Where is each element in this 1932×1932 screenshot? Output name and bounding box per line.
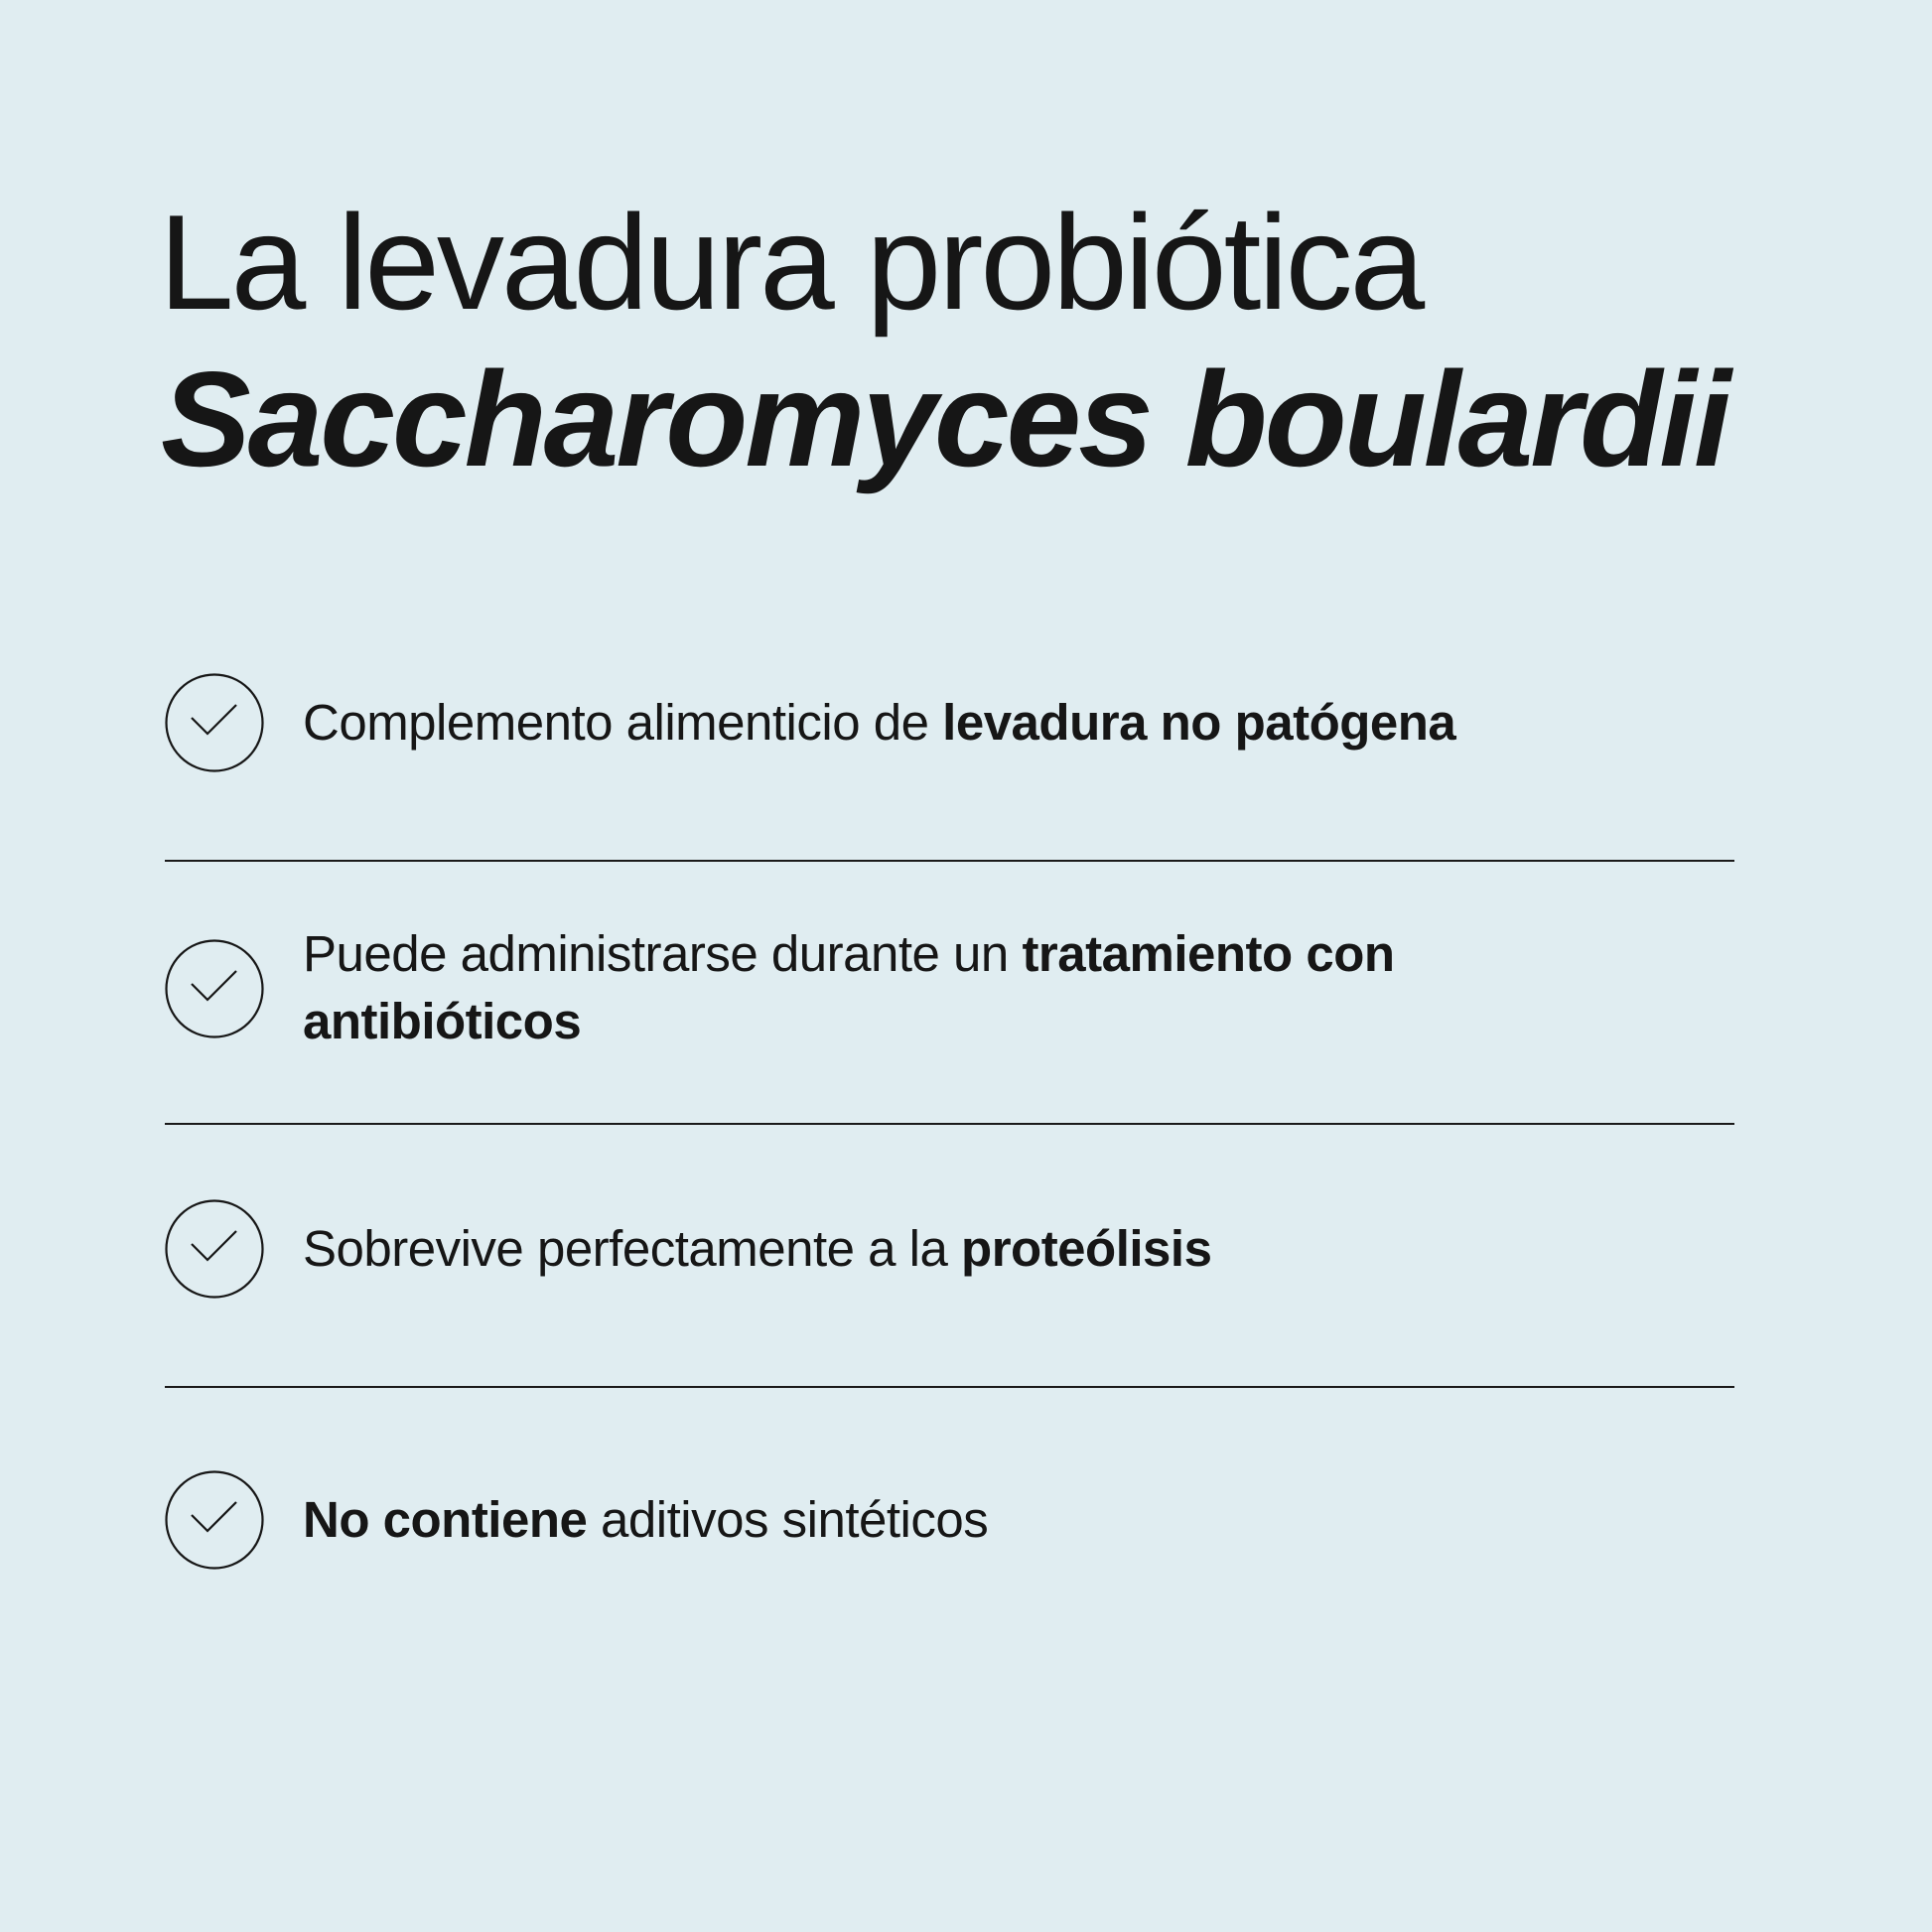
title-line-2: Saccharomyces boulardii xyxy=(161,344,1728,494)
divider xyxy=(165,860,1734,862)
feature-text: Puede administrarse durante un tratamiento con antibióticos xyxy=(303,925,1395,1049)
check-circle-icon xyxy=(165,1470,264,1570)
divider xyxy=(165,1123,1734,1125)
check-circle-icon xyxy=(165,939,264,1038)
feature-text: No contiene aditivos sintéticos xyxy=(303,1491,989,1548)
feature-text: Complemento alimenticio de levadura no patógena xyxy=(303,694,1456,751)
feature-text: Sobrevive perfectamente a la proteólisis xyxy=(303,1220,1212,1277)
check-circle-icon xyxy=(165,1199,264,1299)
divider xyxy=(165,1386,1734,1388)
title-line-1: La levadura probiótica xyxy=(159,187,1423,338)
check-circle-icon xyxy=(165,673,264,772)
